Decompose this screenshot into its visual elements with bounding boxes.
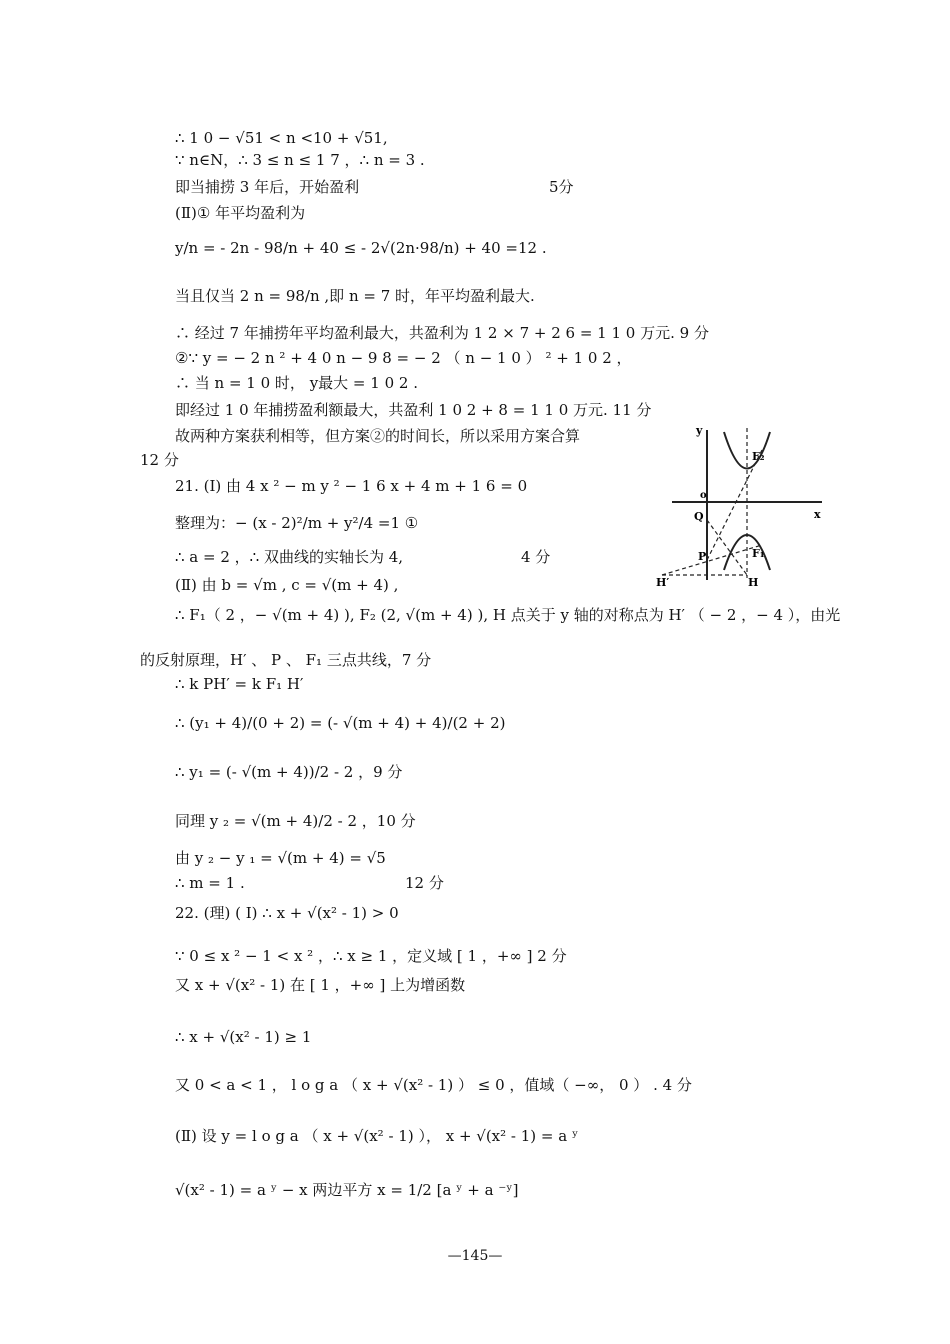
line-21-formula: ∴ y₁ = (- √(m + 4))/2 - 2 ，9 分	[175, 763, 403, 781]
line-24: ∴ m = 1 .	[175, 874, 245, 892]
line-10: 即经过 1 0 年捕捞盈利额最大，共盈利 1 0 2 + 8 = 1 1 0 万元. 11 分	[175, 401, 652, 419]
hyperbola-reflection-figure	[652, 420, 832, 590]
line-7: ∴ 经过 7 年捕捞年平均盈利最大，共盈利为 1 2 × 7 + 2 6 = 1 1 0 万元. 9 分	[175, 324, 709, 342]
line-23: 由 y ₂ − y ₁ = √(m + 4) = √5	[175, 849, 386, 867]
line-13: 21. (Ⅰ) 由 4 x ² − m y ² − 1 6 x + 4 m + 1 6 = 0	[175, 477, 528, 495]
line-2: ∵ n∈N，∴ 3 ≤ n ≤ 1 7 ，∴ n = 3 .	[175, 151, 425, 169]
line-15: ∴ a = 2 ，∴ 双曲线的实轴长为 4,	[175, 548, 404, 566]
label-P: P	[698, 550, 707, 563]
line-14-formula: 整理为：− (x - 2)²/m + y²/4 =1 ①	[175, 514, 419, 532]
line-27: 又 x + √(x² - 1) 在 [ 1 ，+∞ ] 上为增函数	[175, 976, 466, 994]
line-12: 12 分	[140, 451, 179, 469]
line-20-formula: ∴ (y₁ + 4)/(0 + 2) = (- √(m + 4) + 4)/(2 + 2)	[175, 714, 506, 732]
line-19: ∴ k PH′ = k F₁ H′	[175, 675, 304, 693]
score-4: 4 分	[521, 548, 551, 566]
label-H-prime: H′	[656, 576, 670, 589]
score-5: 5分	[549, 178, 574, 196]
label-y-axis: y	[696, 424, 703, 437]
line-8: ②∵ y = − 2 n ² + 4 0 n − 9 8 = − 2 （ n − 1 0 ） ² + 1 0 2 ，	[175, 349, 632, 367]
line-5-formula: y/n = - 2n - 98/n + 40 ≤ - 2√(2n·98/n) + 40 =12 .	[175, 239, 547, 257]
line-4: (Ⅱ)① 年平均盈利为	[175, 204, 306, 222]
line-28: ∴ x + √(x² - 1) ≥ 1	[175, 1028, 312, 1046]
line-29: 又 0 < a < 1 ， l o g a （ x + √(x² - 1) ） ≤ 0 ，值域（ −∞， 0 ） . 4 分	[175, 1076, 692, 1094]
line-6: 当且仅当 2 n = 98/n ,即 n = 7 时，年平均盈利最大.	[175, 287, 535, 305]
line-9: ∴ 当 n = 1 0 时， y最大 = 1 0 2 .	[175, 374, 418, 392]
label-x-axis: x	[814, 508, 821, 521]
line-30: (Ⅱ) 设 y = l o g a （ x + √(x² - 1) ）， x + √(x² - 1) = a ʸ	[175, 1127, 579, 1145]
line-31: √(x² - 1) = a ʸ − x 两边平方 x = 1/2 [a ʸ + a ⁻ʸ]	[175, 1181, 519, 1199]
line-3: 即当捕捞 3 年后，开始盈利	[175, 178, 360, 196]
line-18: 的反射原理，H′ 、 P 、 F₁ 三点共线，7 分	[140, 651, 432, 669]
line-26: ∵ 0 ≤ x ² − 1 < x ² ，∴ x ≥ 1 ，定义域 [ 1 ，+∞ ] 2 分	[175, 947, 567, 965]
label-F1: F₁	[752, 547, 765, 560]
label-Q: Q	[694, 510, 704, 523]
label-origin: o	[700, 490, 707, 501]
page-number: —145—	[447, 1248, 503, 1264]
line-1: ∴ 1 0 − √51 < n <10 + √51,	[175, 129, 388, 147]
line-16: (Ⅱ) 由 b = √m , c = √(m + 4) ,	[175, 576, 399, 594]
label-H: H	[748, 576, 759, 589]
label-F2: F₂	[752, 450, 765, 463]
line-25: 22. (理) ( Ⅰ) ∴ x + √(x² - 1) > 0	[175, 904, 399, 922]
line-17: ∴ F₁（ 2 ，− √(m + 4) ), F₂ (2, √(m + 4) ), H 点关于 y 轴的对称点为 H′ （ − 2 ，− 4 ），由光	[175, 606, 841, 624]
score-12: 12 分	[405, 874, 444, 892]
line-11: 故两种方案获利相等，但方案②的时间长，所以采用方案合算	[175, 427, 581, 445]
reflection-ray-4	[707, 520, 747, 575]
line-22-formula: 同理 y ₂ = √(m + 4)/2 - 2 ，10 分	[175, 812, 416, 830]
